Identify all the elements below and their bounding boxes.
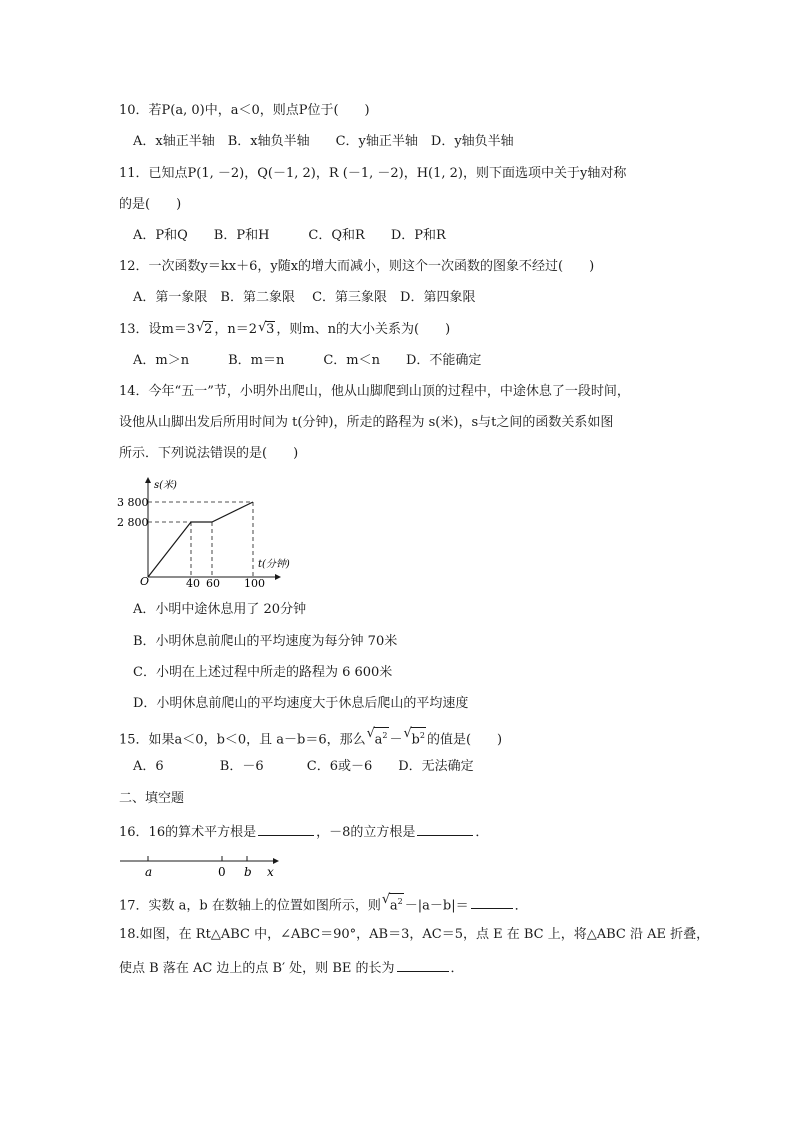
q15-sqrt-a2: √ $a^2$ <box>366 726 388 748</box>
q14-option-a: A．小明中途休息用了 20分钟 <box>133 602 307 617</box>
q10-options: A．x轴正半轴 B．x轴负半轴 C．y轴正半轴 D．y轴负半轴 <box>133 134 514 149</box>
q15-rad2-base: b <box>411 732 420 748</box>
q13-suffix: ，则m、n的大小关系为( ) <box>276 322 451 337</box>
q14-option-b: B．小明休息前爬山的平均速度为每分钟 70米 <box>133 634 398 649</box>
q17-rad-exp: 2 <box>397 897 403 906</box>
q17-suffix: －|a－b|＝ <box>404 898 469 914</box>
q14-line3: 所示．下列说法错误的是( ) <box>119 446 299 461</box>
q13-sqrt-2: √ 2 <box>196 320 213 337</box>
q18-end: ． <box>450 961 464 976</box>
numberline-label-a: a <box>145 865 153 879</box>
graph-tick-60: 60 <box>206 577 220 590</box>
q17-sqrt-a2: √ $a^2$ <box>381 892 403 914</box>
q18-line2 <box>119 957 464 978</box>
numberline-label-x: x <box>267 865 274 879</box>
q16-stem <box>119 821 488 842</box>
q18-blank[interactable] <box>397 957 449 972</box>
q15-options: A．6 B．－6 C．6或－6 D．无法确定 <box>133 759 474 774</box>
q16-part2: ，－8的立方根是 <box>316 825 416 840</box>
q14-option-d: D．小明休息前爬山的平均速度大于休息后爬山的平均速度 <box>133 696 469 711</box>
q15-minus: － <box>389 732 403 748</box>
q15-stem <box>119 727 502 749</box>
numberline-label-0: 0 <box>218 865 226 879</box>
q16-part1: 16．16的算术平方根是 <box>119 825 257 840</box>
q16-blank-1[interactable] <box>258 821 314 836</box>
graph-origin: O <box>140 575 150 588</box>
q13-radicand-2: 3 <box>266 322 275 337</box>
q15-rad2-exp: 2 <box>419 731 425 740</box>
q14-line2: 设他从山脚出发后所用时间为 t(分钟)，所走的路程为 s(米)，s与t之间的函数关系如图 <box>119 415 614 430</box>
numberline-label-b: b <box>244 865 252 879</box>
q13-options: A．m＞n B．m＝n C．m＜n D．不能确定 <box>133 353 482 368</box>
graph-x-label: t(分钟) <box>258 559 290 570</box>
q17-end: ． <box>514 898 528 914</box>
q16-part3: ． <box>475 825 489 840</box>
q12-stem: 12．一次函数y＝kx＋6，y随x的增大而减小，则这个一次函数的图象不经过( ) <box>119 259 595 274</box>
q14-line1: 14．今年“五一”节，小明外出爬山，他从山脚爬到山顶的过程中，中途休息了一段时间， <box>119 384 630 399</box>
graph-tick-40: 40 <box>186 577 200 590</box>
graph-tick-2800: 2 800 <box>117 516 149 529</box>
q12-options: A．第一象限 B．第二象限 C．第三象限 D．第四象限 <box>133 290 476 305</box>
q11-stem-line2: 的是( ) <box>119 197 182 212</box>
q13-mid: ，n＝2 <box>214 322 258 337</box>
q11-options: A．P和Q B．P和H C．Q和R D．P和R <box>133 228 446 243</box>
q15-sqrt-b2: √ $b^2$ <box>403 726 425 748</box>
q14-option-c: C．小明在上述过程中所走的路程为 6 600米 <box>133 665 393 680</box>
graph-tick-100: 100 <box>244 577 265 590</box>
section-heading: 二、填空题 <box>119 791 185 806</box>
q18-line2-text: 使点 B 落在 AC 边上的点 B′ 处，则 BE 的长为 <box>119 961 395 976</box>
q18-line1: 18.如图，在 Rt△ABC 中，∠ABC＝90°，AB＝3，AC＝5，点 E 在 BC 上，将△ABC 沿 AE 折叠， <box>119 927 710 942</box>
q16-blank-2[interactable] <box>417 821 473 836</box>
q17-rad-base: a <box>389 898 398 914</box>
q10-stem: 10．若P(a, 0)中，a＜0，则点P位于( ) <box>119 103 370 118</box>
q15-rad1-exp: 2 <box>382 731 388 740</box>
q17-blank[interactable] <box>471 894 513 909</box>
q13-prefix: 13．设m＝3 <box>119 322 196 337</box>
q11-stem-line1: 11．已知点P(1, －2)，Q(－1, 2)，R (－1, －2)，H(1, 2)，则下面选项中关于y轴对称 <box>119 166 627 181</box>
q13-radicand-1: 2 <box>204 322 213 337</box>
q15-suffix: 的值是( ) <box>426 732 503 748</box>
q17-stem <box>119 893 528 915</box>
q17-prefix: 17．实数 a，b 在数轴上的位置如图所示，则 <box>119 898 381 914</box>
q15-rad1-base: a <box>374 732 383 748</box>
graph-y-label: s(米) <box>154 480 177 491</box>
q15-prefix: 15．如果a＜0，b＜0，且 a－b＝6，那么 <box>119 732 366 748</box>
q13-sqrt-3: √ 3 <box>258 320 275 337</box>
graph-tick-3800: 3 800 <box>117 496 149 509</box>
graph-line <box>148 502 253 577</box>
